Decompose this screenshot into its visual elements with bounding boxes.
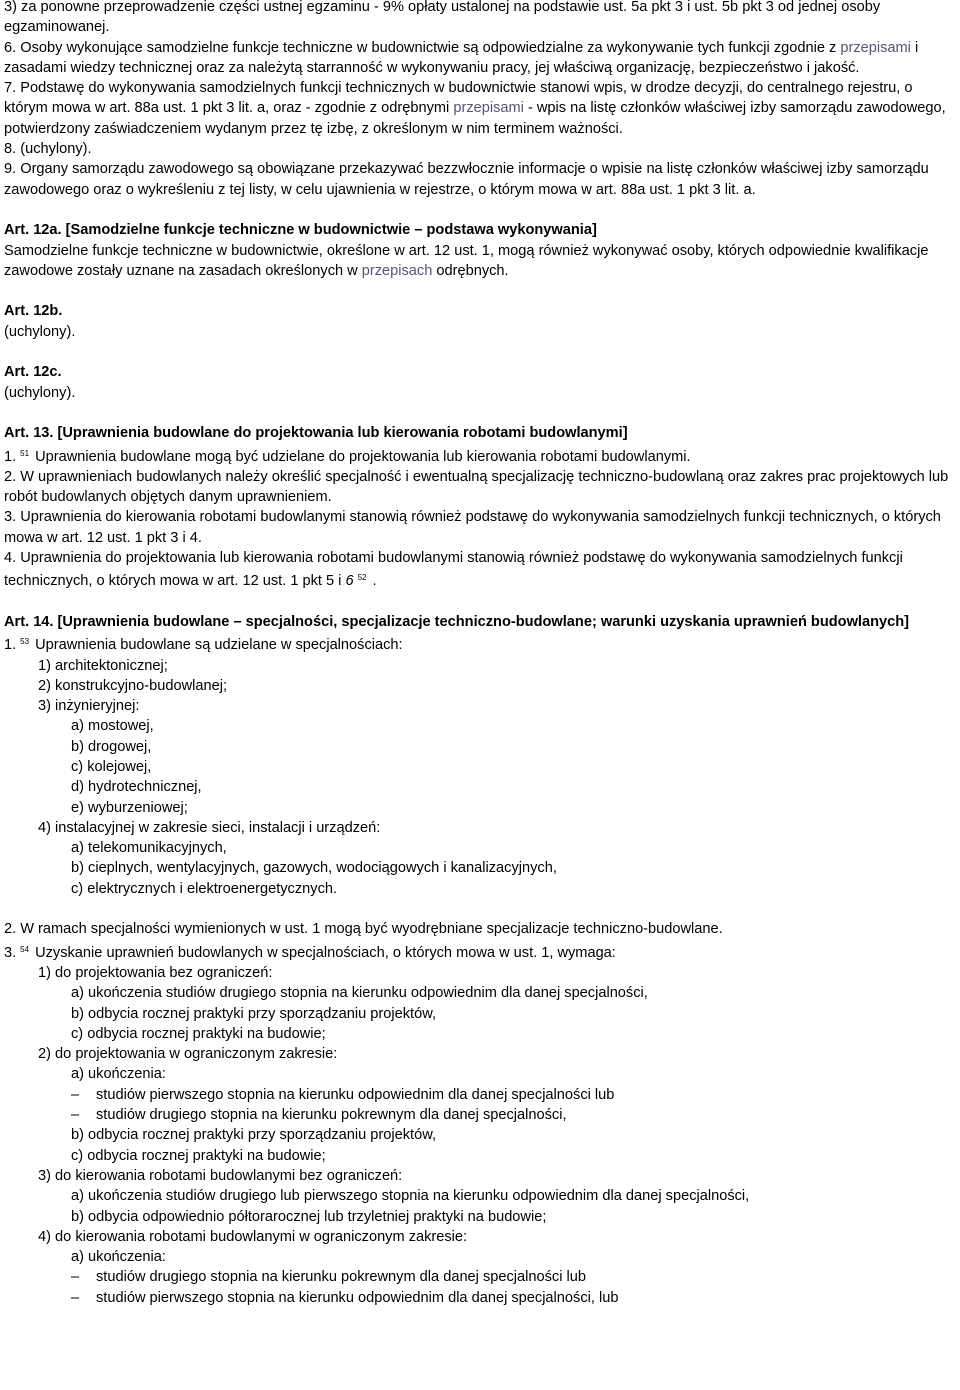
dash-item bbox=[4, 1105, 956, 1125]
par-number: 3. bbox=[4, 944, 17, 961]
article-13-par-1 bbox=[4, 444, 956, 467]
dash-glyph: – bbox=[71, 1289, 80, 1306]
dash-item bbox=[4, 1267, 956, 1287]
article-12a-heading bbox=[4, 220, 956, 240]
sub-list-item: a) mostowej, bbox=[71, 718, 154, 735]
sub-list-item: a) ukończenia studiów drugiego stopnia na kierunku odpowiednim dla danej specjalności, bbox=[71, 985, 648, 1002]
dash-item bbox=[4, 1085, 956, 1105]
article-label: Art. 14. bbox=[4, 613, 58, 630]
article-title: [Uprawnienia budowlane – specjalności, specjalizacje techniczno-budowlane; warunki uzyskania uprawnień budowlanych] bbox=[57, 613, 910, 630]
article-12a-text: Samodzielne funkcje techniczne w budownictwie, określone w art. 12 ust. 1, mogą również wykonywać osoby, których odpowiednie kwalifikacje zawodowe zostały uznane na zasadach określonych w bbox=[4, 242, 929, 279]
paragraph-6 bbox=[4, 38, 956, 79]
article-14-par-3 bbox=[4, 940, 956, 963]
article-14-par-2: 2. W ramach specjalności wymienionych w ust. 1 mogą być wyodrębniane specjalizacje techniczno-budowlane. bbox=[4, 921, 723, 938]
dash-item-text: studiów drugiego stopnia na kierunku pokrewnym dla danej specjalności lub bbox=[96, 1269, 586, 1286]
footnote-ref[interactable]: 51 bbox=[20, 448, 30, 458]
footnote-ref[interactable]: 52 bbox=[357, 573, 367, 583]
paragraph-6-text-end: i zasadami wiedzy technicznej oraz za należytą starranność w wykonywaniu pracy, jej właściwą organizację, bezpieczeństwo i jakość. bbox=[4, 39, 919, 76]
sub-list-item: d) hydrotechnicznej, bbox=[71, 779, 202, 796]
sub-list-item: c) odbycia rocznej praktyki na budowie; bbox=[71, 1025, 326, 1042]
paragraph-6-text: 6. Osoby wykonujące samodzielne funkcje techniczne w budownictwie są odpowiedzialne za wykonywanie tych funkcji zgodnie z bbox=[4, 39, 841, 56]
sub-list-item: a) ukończenia: bbox=[71, 1249, 166, 1266]
article-12c-body: (uchylony). bbox=[4, 384, 76, 401]
list-item: 1) architektonicznej; bbox=[38, 657, 168, 674]
sub-list-item: b) drogowej, bbox=[71, 738, 152, 755]
article-12b-heading: Art. 12b. bbox=[4, 303, 63, 320]
sub-list-item: b) odbycia rocznej praktyki przy sporządzaniu projektów, bbox=[71, 1127, 437, 1144]
list-item: 2) konstrukcyjno-budowlanej; bbox=[38, 677, 228, 694]
list-item: 2) do projektowania w ograniczonym zakresie: bbox=[38, 1046, 338, 1063]
article-label: Art. 13. bbox=[4, 425, 58, 442]
sub-list-item: c) odbycia rocznej praktyki na budowie; bbox=[71, 1147, 326, 1164]
par-number: 1. bbox=[4, 448, 17, 465]
article-14-par-1 bbox=[4, 632, 956, 655]
article-13-heading bbox=[4, 423, 956, 443]
footnote-ref[interactable]: 54 bbox=[20, 944, 30, 954]
par-text: Uzyskanie uprawnień budowlanych w specjalnościach, o których mowa w ust. 1, wymaga: bbox=[35, 944, 616, 961]
dash-glyph: – bbox=[71, 1086, 80, 1103]
sub-list-item: c) elektrycznych i elektroenergetycznych. bbox=[71, 880, 338, 897]
sub-list-item: a) ukończenia: bbox=[71, 1066, 166, 1083]
link-przepisami-2[interactable]: przepisami bbox=[453, 100, 524, 117]
article-label: Art. 12a. bbox=[4, 222, 66, 239]
dash-item-text: studiów drugiego stopnia na kierunku pokrewnym dla danej specjalności, bbox=[96, 1107, 567, 1124]
sub-list-item: a) ukończenia studiów drugiego lub pierwszego stopnia na kierunku odpowiednim dla danej specjalności, bbox=[71, 1188, 750, 1205]
par-text: Uprawnienia budowlane są udzielane w specjalnościach: bbox=[35, 637, 403, 654]
par-italic-number: 6 bbox=[345, 573, 354, 590]
article-12a-text-end: odrębnych. bbox=[432, 262, 509, 279]
paragraph-7 bbox=[4, 78, 956, 139]
par-text: 4. Uprawnienia do projektowania lub kierowania robotami budowlanymi stanowią również podstawę do wykonywania samodzielnych funkcji technicznych, o których mowa w art. 12 ust. 1 pkt 5 i bbox=[4, 550, 903, 590]
footnote-ref[interactable]: 53 bbox=[20, 637, 30, 647]
article-13-par-4 bbox=[4, 548, 956, 592]
paragraph-9: 9. Organy samorządu zawodowego są obowiązane przekazywać bezzwłocznie informacje o wpisie na listę członków właściwej izby samorządu zawodowego oraz o wykreśleniu z tej listy, w celu ujawnienia w rejestrze, o którym mowa w art. 88a ust. 1 pkt 3 lit. a. bbox=[4, 161, 929, 198]
paragraph-7-text: 7. Podstawę do wykonywania samodzielnych funkcji technicznych w budownictwie stanowi wpis, w drodze decyzji, do centralnego rejestru, o którym mowa w art. 88a ust. 1 pkt 3 lit. a, oraz - zgodnie z odrębnymi bbox=[4, 80, 913, 117]
article-13-par-3: 3. Uprawnienia do kierowania robotami budowlanymi stanowią również podstawę do wykonywania samodzielnych funkcji technicznych, o których mowa w art. 12 ust. 1 pkt 3 i 4. bbox=[4, 509, 941, 546]
link-przepisami[interactable]: przepisami bbox=[840, 39, 911, 56]
article-title: [Samodzielne funkcje techniczne w budownictwie – podstawa wykonywania] bbox=[65, 222, 597, 239]
dash-glyph: – bbox=[71, 1269, 80, 1286]
paragraph-7-text-end: - wpis na listę członków właściwej izby samorządu zawodowego, potwierdzony zaświadczeniem wydanym przez tę izbę, z określonym w nim terminem ważności. bbox=[4, 100, 946, 137]
article-12a-body bbox=[4, 241, 956, 282]
document-page bbox=[4, 0, 956, 1308]
article-14-heading bbox=[4, 612, 956, 632]
sub-list-item: b) odbycia odpowiednio półtorarocznej lub trzyletniej praktyki na budowie; bbox=[71, 1208, 547, 1225]
par-text: Uprawnienia budowlane mogą być udzielane do projektowania lub kierowania robotami budowlanymi. bbox=[35, 448, 691, 465]
dash-item bbox=[4, 1288, 956, 1308]
par-number: 1. bbox=[4, 637, 17, 654]
link-przepisach[interactable]: przepisach bbox=[361, 262, 433, 279]
dash-glyph: – bbox=[71, 1107, 80, 1124]
sub-list-item: c) kolejowej, bbox=[71, 758, 152, 775]
sub-list-item: a) telekomunikacyjnych, bbox=[71, 840, 227, 857]
article-title: [Uprawnienia budowlane do projektowania lub kierowania robotami budowlanymi] bbox=[57, 425, 628, 442]
sub-list-item: b) odbycia rocznej praktyki przy sporządzaniu projektów, bbox=[71, 1005, 437, 1022]
dash-item-text: studiów pierwszego stopnia na kierunku odpowiednim dla danej specjalności, lub bbox=[96, 1289, 619, 1306]
par-period: . bbox=[372, 573, 377, 590]
list-item: 3) do kierowania robotami budowlanymi bez ograniczeń: bbox=[38, 1167, 403, 1184]
list-item: 4) do kierowania robotami budowlanymi w ograniczonym zakresie: bbox=[38, 1228, 468, 1245]
list-item: 3) inżynieryjnej: bbox=[38, 698, 140, 715]
article-13-par-2: 2. W uprawnieniach budowlanych należy określić specjalność i ewentualną specjalizację techniczno-budowlaną oraz zakres prac projektowych lub robót budowlanych objętych danym uprawnieniem. bbox=[4, 468, 949, 506]
paragraph-3-fee: 3) za ponowne przeprowadzenie części ustnej egzaminu - 9% opłaty ustalonej na podstawie ust. 5a pkt 3 i ust. 5b pkt 3 od jednej osoby egzaminowanej. bbox=[4, 0, 881, 36]
list-item: 1) do projektowania bez ograniczeń: bbox=[38, 964, 273, 981]
article-12b-body: (uchylony). bbox=[4, 323, 76, 340]
sub-list-item: e) wyburzeniowej; bbox=[71, 799, 188, 816]
paragraph-8: 8. (uchylony). bbox=[4, 141, 92, 158]
article-12c-heading: Art. 12c. bbox=[4, 364, 62, 381]
list-item: 4) instalacyjnej w zakresie sieci, instalacji i urządzeń: bbox=[38, 819, 381, 836]
dash-item-text: studiów pierwszego stopnia na kierunku odpowiednim dla danej specjalności lub bbox=[96, 1086, 615, 1103]
sub-list-item: b) cieplnych, wentylacyjnych, gazowych, wodociągowych i kanalizacyjnych, bbox=[71, 860, 557, 877]
